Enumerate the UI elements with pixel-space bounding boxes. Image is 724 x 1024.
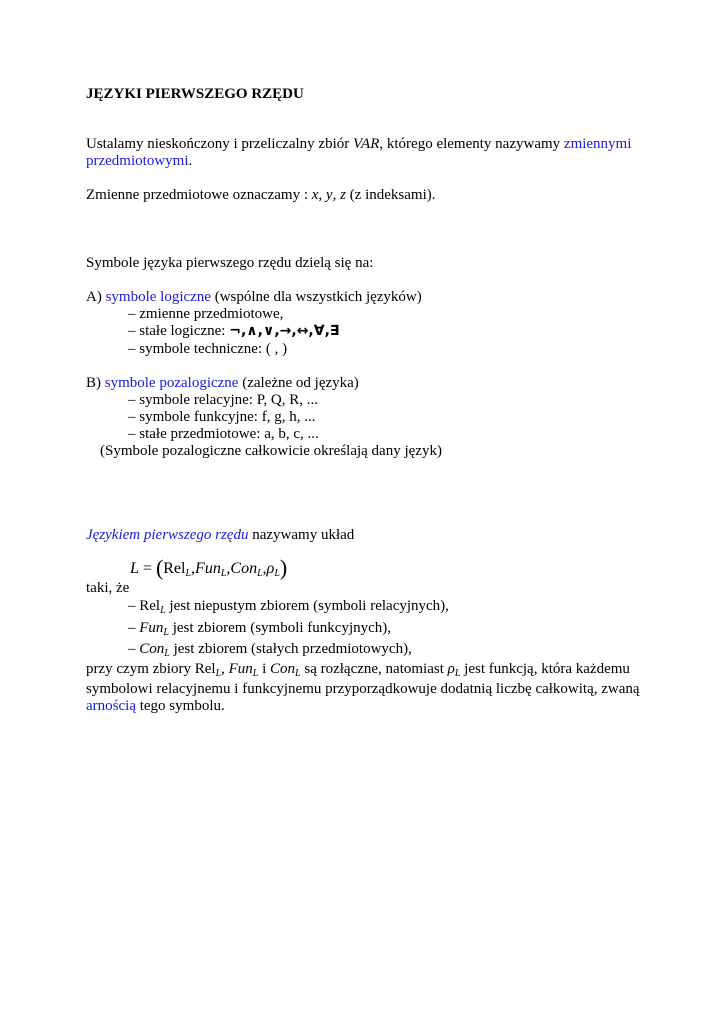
formula-subscript: L	[274, 568, 280, 579]
list-item	[128, 598, 449, 615]
section-a-heading	[86, 289, 422, 306]
formula-comma: ,	[226, 560, 231, 577]
formula-subscript: L	[454, 668, 461, 679]
rel-symbol: Rel	[139, 598, 161, 614]
formula-subscript: L	[215, 668, 222, 679]
term-arnoscia: arnością	[86, 698, 136, 714]
var-symbol: VAR	[353, 136, 380, 152]
closing-text: przy czym zbiory	[86, 661, 195, 677]
closing-text: jest funkcją, która każdemu	[460, 661, 630, 677]
closing-line3	[86, 698, 225, 715]
intro-text: , którego elementy nazywamy	[379, 136, 564, 152]
formula-subscript: L	[160, 605, 166, 616]
closing-line1	[86, 661, 630, 678]
formula-subscript: L	[252, 668, 259, 679]
term-jezykiem-pierwszego-rzedu: Językiem pierwszego rzędu	[86, 527, 249, 543]
logical-constants: ¬,∧,∨,→,↔,∀,∃	[229, 323, 340, 339]
definition-lead	[86, 527, 354, 544]
formula-subscript: L	[295, 668, 301, 679]
language-formula	[130, 555, 288, 580]
section-b-prefix: B)	[86, 375, 105, 391]
section-a-suffix: (wspólne dla wszystkich języków)	[210, 289, 422, 305]
symbols-intro: Symbole języka pierwszego rzędu dzielą się na:	[86, 255, 374, 271]
list-item: – symbole relacyjne: P, Q, R, ...	[128, 392, 318, 408]
variables-paragraph	[86, 187, 436, 204]
formula-subscript: L	[164, 648, 170, 659]
list-item	[128, 620, 391, 637]
closing-text: tego symbolu.	[135, 698, 225, 714]
formula-subscript: L	[257, 568, 263, 579]
list-item-label: – stałe logiczne:	[128, 323, 230, 339]
list-dash: –	[128, 641, 140, 657]
intro-text: .	[188, 153, 193, 169]
formula-con: Con	[230, 560, 258, 577]
closing-text: i	[258, 661, 271, 677]
var-z: z	[340, 187, 346, 203]
list-item	[128, 323, 339, 340]
formula-rel: Rel	[163, 560, 186, 577]
formula-comma: ,	[191, 560, 196, 577]
variables-text: (z indeksami).	[345, 187, 436, 203]
formula-subscript: L	[163, 627, 169, 638]
list-item: – zmienne przedmiotowe,	[128, 306, 284, 322]
section-b-note: (Symbole pozalogiczne całkowicie określają dany język)	[100, 443, 442, 459]
formula-fun: Fun	[195, 560, 221, 577]
formula-rho: ρ	[266, 560, 275, 577]
formula-subscript: L	[185, 568, 192, 579]
section-b-heading	[86, 375, 359, 392]
formula-close-paren: )	[279, 555, 288, 580]
list-dash: –	[128, 598, 140, 614]
list-item	[128, 641, 412, 658]
rel-symbol: Rel	[194, 661, 216, 677]
list-item: – symbole techniczne: ( , )	[128, 341, 288, 357]
con-symbol: Con	[270, 661, 296, 677]
term-przedmiotowymi: przedmiotowymi	[86, 153, 189, 169]
section-a-prefix: A)	[86, 289, 106, 305]
list-item-text: jest zbiorem (symboli funkcyjnych),	[168, 620, 392, 636]
fun-symbol: Fun	[139, 620, 164, 636]
term-zmiennymi: zmiennymi	[563, 136, 632, 152]
variables-text: Zmienne przedmiotowe oznaczamy :	[86, 187, 312, 203]
rho-symbol: ρ	[447, 661, 455, 677]
closing-text: ,	[221, 661, 229, 677]
page-title: JĘZYKI PIERWSZEGO RZĘDU	[86, 86, 304, 102]
list-dash: –	[128, 620, 140, 636]
formula-comma: ,	[262, 560, 267, 577]
intro-paragraph-line1	[86, 136, 631, 153]
closing-line2: symbolowi relacyjnemu i funkcyjnemu przyporządkowuje dodatnią liczbę całkowitą, zwaną	[86, 681, 640, 697]
fun-symbol: Fun	[228, 661, 253, 677]
list-item: – symbole funkcyjne: f, g, h, ...	[128, 409, 316, 425]
var-x: x	[311, 187, 319, 203]
section-b-suffix: (zależne od języka)	[238, 375, 359, 391]
term-symbole-logiczne: symbole logiczne	[105, 289, 211, 305]
formula-open-paren: (	[155, 555, 164, 580]
such-that: taki, że	[86, 580, 130, 596]
intro-paragraph-line2	[86, 153, 192, 170]
separator: ,	[332, 187, 341, 203]
con-symbol: Con	[139, 641, 165, 657]
term-symbole-pozalogiczne: symbole pozalogiczne	[104, 375, 239, 391]
formula-lhs: L	[130, 560, 139, 577]
list-item: – stałe przedmiotowe: a, b, c, ...	[128, 426, 319, 442]
list-item-text: jest zbiorem (stałych przedmiotowych),	[169, 641, 412, 657]
var-y: y	[325, 187, 333, 203]
definition-lead-text: nazywamy układ	[248, 527, 355, 543]
list-item-text: jest niepustym zbiorem (symboli relacyjnych),	[165, 598, 449, 614]
separator: ,	[318, 187, 326, 203]
formula-equals: =	[138, 560, 156, 577]
closing-text: są rozłączne, natomiast	[300, 661, 448, 677]
intro-text: Ustalamy nieskończony i przeliczalny zbiór	[86, 136, 353, 152]
formula-subscript: L	[220, 568, 227, 579]
